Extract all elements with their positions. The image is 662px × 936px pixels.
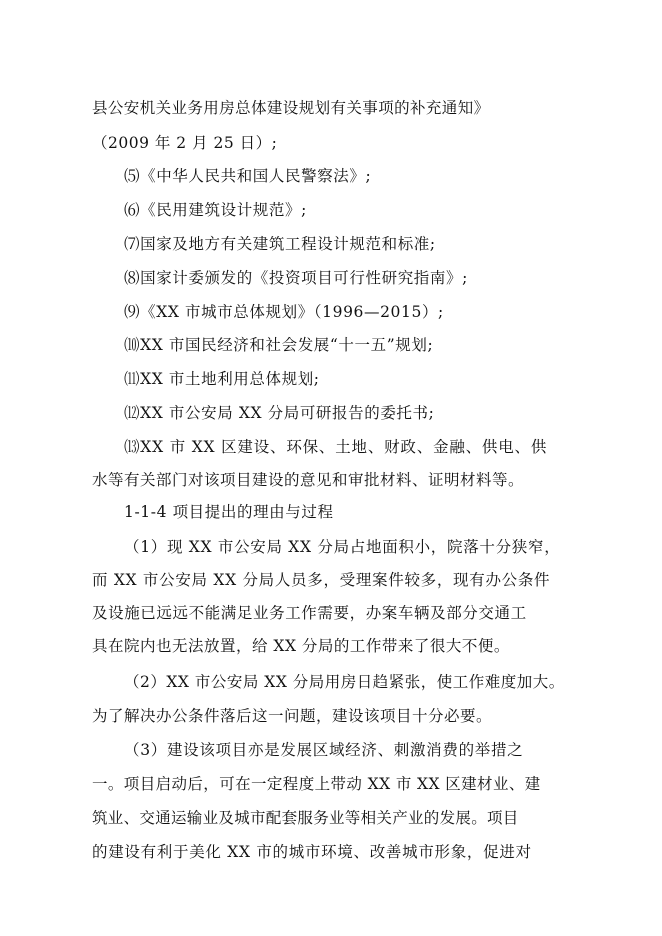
- list-item-10: ⑽XX 市国民经济和社会发展“十一五”规划;: [124, 336, 434, 354]
- section-heading: 1-1-4 项目提出的理由与过程: [124, 503, 334, 521]
- list-item-13: ⒀XX 市 XX 区建设、环保、土地、财政、金融、供电、供: [124, 438, 548, 456]
- text-line-continuation: 县公安机关业务用房总体建设规划有关事项的补充通知》: [92, 99, 490, 117]
- paragraph-1-line-4: 具在院内也无法放置，给 XX 分局的工作带来了很大不便。: [92, 637, 510, 655]
- list-item-12: ⑿XX 市公安局 XX 分局可研报告的委托书;: [124, 404, 435, 422]
- list-item-5: ⑸《中华人民共和国人民警察法》;: [124, 167, 372, 185]
- paragraph-1-line-2: 而 XX 市公安局 XX 分局人员多，受理案件较多，现有办公条件: [92, 571, 551, 589]
- paragraph-1-line-3: 及设施已远远不能满足业务工作需要，办案车辆及部分交通工: [92, 604, 527, 622]
- list-item-7: ⑺国家及地方有关建筑工程设计规范和标准;: [124, 235, 436, 253]
- paragraph-2-line-1: （2）XX 市公安局 XX 分局用房日趋紧张，使工作难度加大。: [124, 673, 565, 691]
- paragraph-3-line-4: 的建设有利于美化 XX 市的城市环境、改善城市形象，促进对: [92, 843, 532, 861]
- list-item-13-continuation: 水等有关部门对该项目建设的意见和审批材料、证明材料等。: [92, 471, 525, 489]
- paragraph-3-line-2: 一。项目启动后，可在一定程度上带动 XX 市 XX 区建材业、建: [92, 775, 541, 793]
- list-item-6: ⑹《民用建筑设计规范》;: [124, 201, 307, 219]
- list-item-9: ⑼《XX 市城市总体规划》（1996—2015）;: [124, 303, 444, 321]
- paragraph-3-line-3: 筑业、交通运输业及城市配套服务业等相关产业的发展。项目: [92, 809, 519, 827]
- paragraph-3-line-1: （3）建设该项目亦是发展区域经济、刺激消费的举措之: [124, 741, 524, 759]
- list-item-8: ⑻国家计委颁发的《投资项目可行性研究指南》;: [124, 269, 468, 287]
- list-item-11: ⑾XX 市土地利用总体规划;: [124, 370, 320, 388]
- text-line-date: （2009 年 2 月 25 日）;: [92, 134, 278, 152]
- paragraph-2-line-2: 为了解决办公条件落后这一问题，建设该项目十分必要。: [92, 707, 493, 725]
- paragraph-1-line-1: （1）现 XX 市公安局 XX 分局占地面积小，院落十分狭窄，: [124, 538, 561, 556]
